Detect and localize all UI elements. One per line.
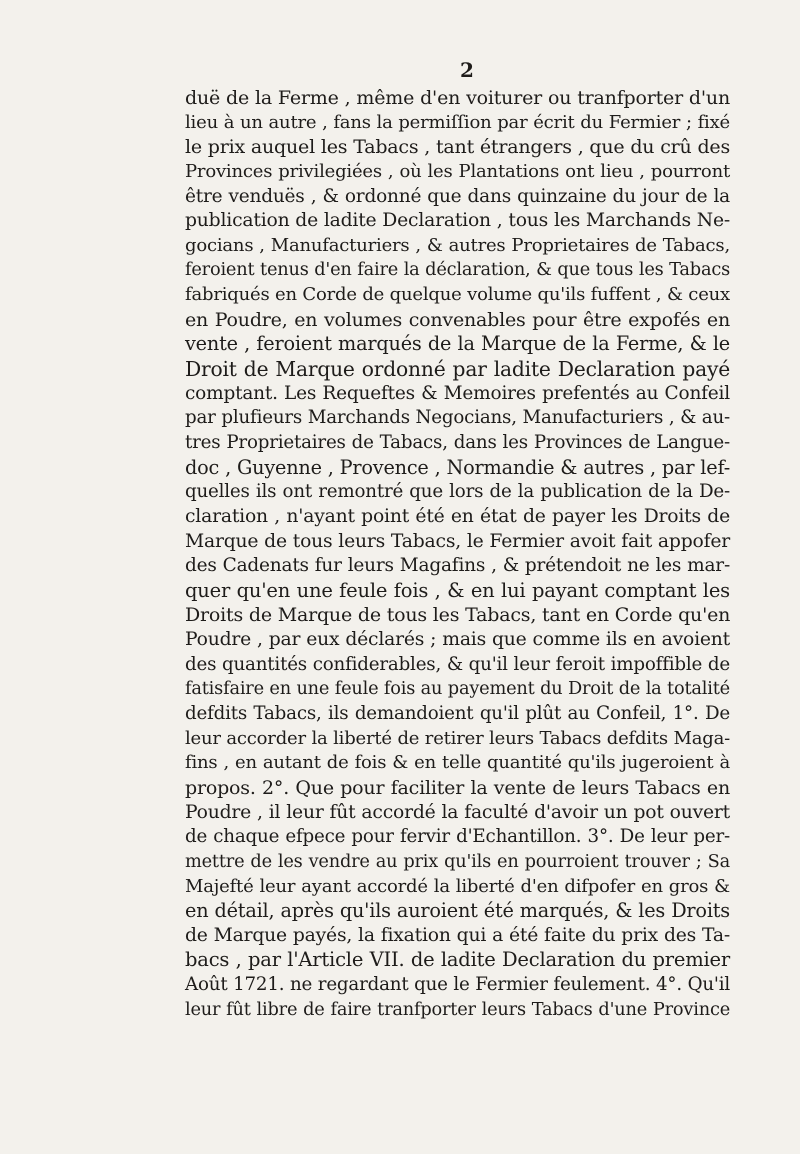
text-line: defdits Tabacs, ils demandoient qu'il plût au Confeil, 1°. De (185, 703, 730, 725)
text-line: le prix auquel les Tabacs , tant étrangers , que du crû des (185, 136, 730, 159)
text-line: fatisfaire en une feule fois au payement du Droit de la totalité (185, 679, 730, 700)
text-line: publication de ladite Declaration , tous les Marchands Ne- (185, 210, 730, 232)
text-line: fabriqués en Corde de quelque volume qu'ils fuffent , & ceux (185, 284, 730, 306)
text-line: lieu à un autre , fans la permiſſion par écrit du Fermier ; fixé (185, 111, 730, 133)
text-line: duë de la Ferme , même d'en voiturer ou tranfporter d'un (185, 87, 730, 109)
text-line: feroient tenus d'en faire la déclaration, & que tous les Tabacs (185, 260, 730, 281)
text-line: quer qu'en une feule fois , & en lui payant comptant les (185, 578, 730, 602)
text-line: mettre de les vendre au prix qu'ils en pourroient trouver ; Sa (185, 851, 730, 872)
text-line: être venduës , & ordonné que dans quinzaine du jour de la (185, 185, 730, 207)
text-line: fins , en autant de fois & en telle quantité qu'ils jugeroient à (185, 752, 730, 774)
text-line: de Marque payés, la fixation qui a été faite du prix des Ta- (185, 924, 730, 946)
text-line: propos. 2°. Que pour faciliter la vente de leurs Tabacs en (185, 776, 730, 799)
text-line: claration , n'ayant point été en état de payer les Droits de (185, 505, 730, 527)
text-line: Poudre , par eux déclarés ; mais que comme ils en avoient (185, 629, 730, 651)
text-line: de chaque efpece pour fervir d'Echantillon. 3°. De leur per- (185, 826, 730, 848)
text-line: Droits de Marque de tous les Tabacs, tant en Corde qu'en (185, 604, 731, 627)
text-line: doc , Guyenne , Provence , Normandie & autres , par lef- (185, 455, 730, 479)
text-line: bacs , par l'Article VII. de ladite Declaration du premier (185, 948, 730, 972)
text-line: leur accorder la liberté de retirer leurs Tabacs defdits Maga- (185, 727, 730, 749)
text-line: en Poudre, en volumes convenables pour être expofés en (185, 308, 730, 331)
text-line: tres Proprietaires de Tabacs, dans les Provinces de Langue- (185, 431, 730, 453)
text-line: leur fût libre de faire tranfporter leurs Tabacs d'une Province (185, 999, 730, 1020)
text-line: par plufieurs Marchands Negocians, Manufacturiers , & au- (185, 407, 730, 429)
text-line: comptant. Les Requeftes & Memoires prefentés au Confeil (185, 382, 730, 404)
text-line: Majefté leur ayant accordé la liberté d'en difpofer en gros & (185, 875, 730, 897)
text-line: des quantités confiderables, & qu'il leur feroit impoffible de (185, 653, 730, 675)
text-line: des Cadenats fur leurs Magafins , & prétendoit ne les mar- (185, 555, 730, 577)
text-line: vente , feroient marqués de la Marque de la Ferme, & le (185, 332, 730, 356)
body-text (185, 86, 730, 1022)
text-line: Marque de tous leurs Tabacs, le Fermier avoit fait appofer (185, 530, 730, 552)
text-line: Poudre , il leur fût accordé la faculté d'avoir un pot ouvert (185, 801, 730, 823)
text-line: Provinces privilegiées , où les Plantations ont lieu , pourront (185, 160, 730, 182)
text-line: Août 1721. ne regardant que le Fermier feulement. 4°. Qu'il (185, 974, 730, 996)
text-line: gocians , Manufacturiers , & autres Proprietaires de Tabacs, (185, 234, 730, 256)
text-line: Droit de Marque ordonné par ladite Declaration payé (185, 357, 730, 382)
page-number: 2 (460, 58, 474, 82)
text-line: en détail, après qu'ils auroient été marqués, & les Droits (185, 899, 730, 923)
text-line: quelles ils ont remontré que lors de la publication de la De- (185, 481, 730, 503)
